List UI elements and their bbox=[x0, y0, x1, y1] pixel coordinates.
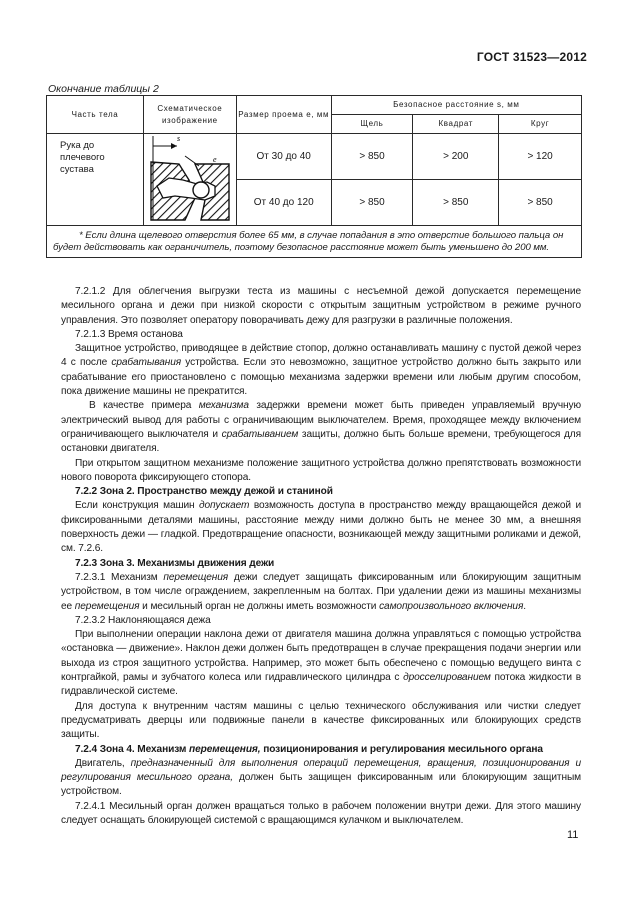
col-header-distance: Безопасное расстояние s, мм bbox=[331, 96, 581, 115]
subsection-title: 7.2.1.3 Время останова bbox=[75, 328, 183, 340]
col-header-opening: Размер проема е, мм bbox=[236, 96, 331, 134]
scheme-cell bbox=[143, 134, 236, 226]
square-cell: > 850 bbox=[413, 180, 499, 226]
subsection-title: 7.2.3.2 Наклоняющаяся дежа bbox=[75, 614, 211, 626]
paragraph: Для доступа к внутренним частям машины с целью технического обслуживания или чистки следует предусматривать дверцы или подвижные панели в качестве фиксированных или блокирующих средств защиты. bbox=[61, 700, 581, 741]
paragraph: При выполнении операции наклона дежи от двигателя машина должна управляться с помощью устройства «остановка — движение». Наклон дежи должен быть предотвращен в случае прекращения подачи энергии или выхода из строя защитного устройства. Например, это может быть обеспечено с помощью ведущего винта с контргайкой, рамы и зубчатого колеса или гидравлического цилиндра с дросселированием потока жидкости в гидравлической системе. bbox=[61, 629, 581, 698]
subheader-square: Квадрат bbox=[413, 115, 499, 134]
paragraph: Защитное устройство, приводящее в действие стопор, должно останавливать машину с пустой дежой через 4 с после срабатывания устройства. Если это невозможно, защитное устройство должно быть закрыто или срабатывание его приостановлено с помощью механизма задержки времени или любым другим способом, пока движение машины не прекратится. bbox=[61, 343, 582, 398]
paragraph: Если конструкция машин допускает возможность доступа в пространство между вращающейся дежой и фиксированными деталями машины, расстояние между ними должно быть не менее 30 мм, а внешняя поверхность дежи — гладкой. Предотвращение опасности, возникающей между защитными роликами и дежой, см. 7.2.6. bbox=[61, 500, 581, 555]
table-footnote: * Если длина щелевого отверстия более 65 мм, в случае попадания в это отверстие большого пальца он будет действовать как ограничитель, поэтому безопасное расстояние может быть уменьшено до 200 мм. bbox=[47, 226, 582, 258]
circle-cell: > 120 bbox=[499, 134, 582, 180]
opening-cell: От 30 до 40 bbox=[236, 134, 331, 180]
section-heading: 7.2.4 Зона 4. Механизм перемещения, позиционирования и регулирования месильного органа bbox=[75, 743, 543, 755]
subheader-slot: Щель bbox=[331, 115, 413, 134]
paragraph: В качестве примера механизма задержки времени может быть приведен управляемый вручную электрический вывод для работы с ограничивающим выключателем. Время, проходящее между включением ограничивающего выключателя и срабатыванием защиты, должно быть больше времени, требующегося для остановки двигателя. bbox=[61, 400, 581, 455]
slot-cell: > 850 bbox=[331, 134, 413, 180]
section-heading: 7.2.3 Зона 3. Механизмы движения дежи bbox=[75, 557, 275, 569]
square-cell: > 200 bbox=[413, 134, 499, 180]
page-number: 11 bbox=[567, 829, 579, 841]
paragraph: Двигатель, предназначенный для выполнения операций перемещения, вращения, позиционирования и регулирования месильного органа, должен быть защищен фиксированным или блокирующим защитным устройством. bbox=[61, 757, 581, 798]
document-code: ГОСТ 31523—2012 bbox=[476, 50, 587, 64]
svg-text:s: s bbox=[176, 134, 180, 143]
paragraph: 7.2.4.1 Месильный орган должен вращаться только в рабочем положении внутри дежи. Для этого машину следует оснащать блокирующей системой с вращающимся кулачком и выключателем. bbox=[61, 800, 581, 826]
opening-cell: От 40 до 120 bbox=[236, 180, 331, 226]
body-text bbox=[61, 285, 581, 828]
table-caption: Окончание таблицы 2 bbox=[48, 83, 159, 95]
subheader-circle: Круг bbox=[499, 115, 582, 134]
section-heading: 7.2.2 Зона 2. Пространство между дежой и станиной bbox=[75, 486, 333, 498]
col-header-body-part: Часть тела bbox=[47, 96, 144, 134]
col-header-scheme: Схематическое изображение bbox=[143, 96, 236, 134]
paragraph: 7.2.1.2 Для облегчения выгрузки теста из машины с несъемной дежой допускается перемещение месильного органа и дежи при низкой скорости с открытым защитным устройством в режиме ручного управления. Это позволяет оператору поворачивать дежу для разгрузки в различные положения. bbox=[61, 286, 581, 326]
paragraph: 7.2.3.1 Механизм перемещения дежи следует защищать фиксированным или блокирующим защитным устройством, в том числе ограждением, закрепленным на болтах. При удалении дежи из машины механизмы ее перемещения и месильный орган не должны иметь возможности самопроизвольного включения. bbox=[61, 571, 582, 612]
paragraph: При открытом защитном механизме положение защитного устройства должно препятствовать возможности нового поворота фиксирующего стопора. bbox=[61, 457, 581, 483]
body-part-cell: Рука до плечевого сустава bbox=[47, 134, 144, 226]
arm-through-opening-diagram bbox=[149, 134, 231, 222]
slot-cell: > 850 bbox=[331, 180, 413, 226]
safety-distance-table bbox=[46, 95, 582, 258]
svg-text:e: e bbox=[212, 155, 217, 164]
circle-cell: > 850 bbox=[499, 180, 582, 226]
